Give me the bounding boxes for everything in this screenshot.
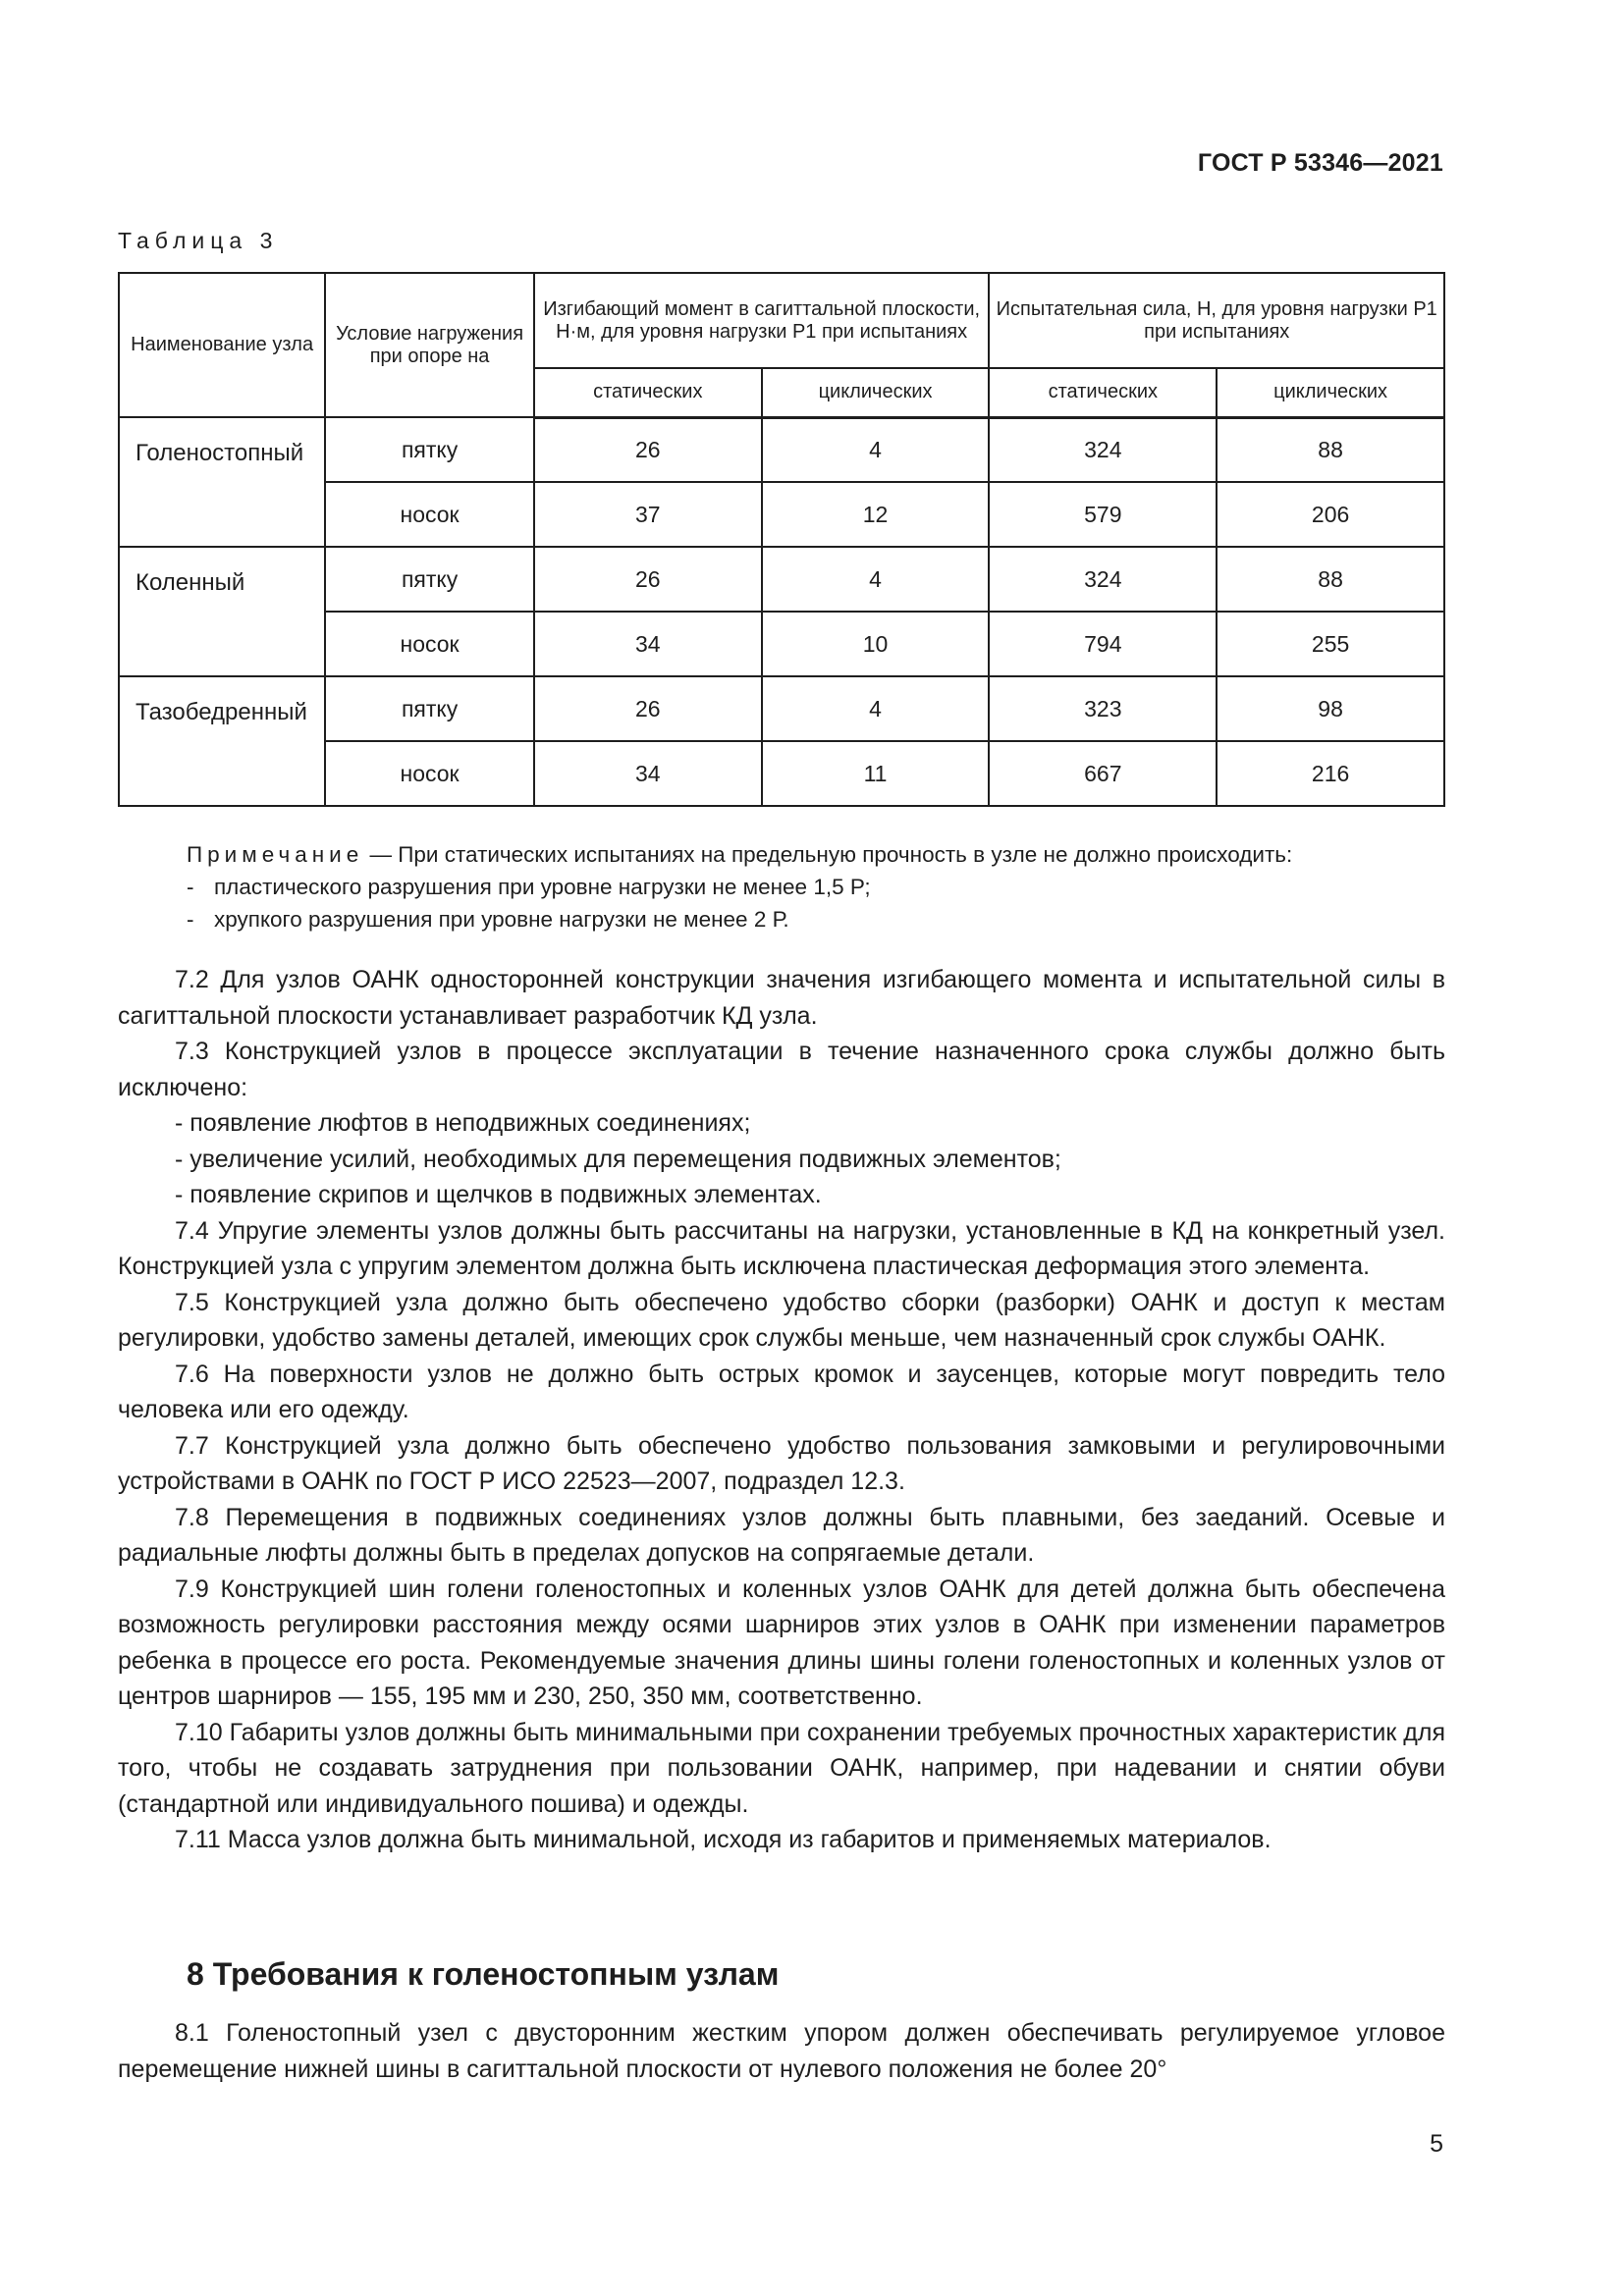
paragraph-8-1: 8.1 Голеностопный узел с двусторонним жестким упором должен обеспечивать регулируемое угловое перемещение нижней шины в сагиттальной плоскости от нулевого положения не более 20° xyxy=(118,2019,1445,2083)
note-item xyxy=(187,871,1292,903)
document-code: ГОСТ Р 53346—2021 xyxy=(1197,149,1443,177)
paragraph-7-11: 7.11 Масса узлов должна быть минимальной, исходя из габаритов и применяемых материалов. xyxy=(175,1826,1272,1853)
header-node-name: Наименование узла xyxy=(119,273,325,417)
paragraph-7-3: 7.3 Конструкцией узлов в процессе эксплуатации в течение назначенного срока службы должно быть исключено: xyxy=(118,1038,1445,1101)
condition-cell: носок xyxy=(325,482,534,547)
force-cyclic-cell: 216 xyxy=(1217,741,1444,806)
force-cyclic-cell: 255 xyxy=(1217,612,1444,676)
moment-cyclic-cell: 4 xyxy=(762,417,990,482)
condition-cell: носок xyxy=(325,612,534,676)
load-table xyxy=(118,272,1445,807)
list-item: - увеличение усилий, необходимых для перемещения подвижных элементов; xyxy=(175,1145,1061,1173)
force-cyclic-cell: 88 xyxy=(1217,417,1444,482)
note-item-text: хрупкого разрушения при уровне нагрузки не менее 2 Р. xyxy=(214,907,789,932)
table-caption: Таблица 3 xyxy=(118,228,279,253)
force-static-cell: 324 xyxy=(989,547,1217,612)
force-static-cell: 324 xyxy=(989,417,1217,482)
condition-cell: пятку xyxy=(325,676,534,741)
body-text xyxy=(118,962,1445,1858)
note-item-marker: - xyxy=(187,907,194,932)
list-item: - появление люфтов в неподвижных соединениях; xyxy=(175,1109,751,1137)
section-8-text xyxy=(118,2015,1445,2087)
paragraph-7-2: 7.2 Для узлов ОАНК односторонней конструкции значения изгибающего момента и испытательной силы в сагиттальной плоскости устанавливает разработчик КД узла. xyxy=(118,966,1445,1030)
moment-static-cell: 26 xyxy=(534,547,762,612)
table-note xyxy=(187,838,1292,935)
header-bending-moment: Изгибающий момент в сагиттальной плоскости, Н·м, для уровня нагрузки Р1 при испытаниях xyxy=(534,273,990,368)
moment-cyclic-cell: 4 xyxy=(762,676,990,741)
note-label: Примечание xyxy=(187,842,364,867)
moment-static-cell: 26 xyxy=(534,417,762,482)
note-item xyxy=(187,903,1292,935)
force-cyclic-cell: 98 xyxy=(1217,676,1444,741)
header-force-cyclic: циклических xyxy=(1217,368,1444,417)
condition-cell: пятку xyxy=(325,417,534,482)
force-static-cell: 579 xyxy=(989,482,1217,547)
paragraph-7-9: 7.9 Конструкцией шин голени голеностопных и коленных узлов ОАНК для детей должна быть обеспечена возможность регулировки расстояния между осями шарниров этих узлов в ОАНК при изменении параметров ребенка в процессе его роста. Рекомендуемые значения длины шины голени голеностопных и коленных узлов от центров шарниров — 155, 195 мм и 230, 250, 350 мм, соответственно. xyxy=(118,1575,1445,1710)
header-condition: Условие нагружения при опоре на xyxy=(325,273,534,417)
moment-static-cell: 34 xyxy=(534,612,762,676)
force-static-cell: 323 xyxy=(989,676,1217,741)
paragraph-7-8: 7.8 Перемещения в подвижных соединениях узлов должны быть плавными, без заеданий. Осевые и радиальные люфты должны быть в пределах допусков на сопрягаемые детали. xyxy=(118,1503,1445,1567)
section-title: 8 Требования к голеностопным узлам xyxy=(187,1956,780,1992)
node-name-hip: Тазобедренный xyxy=(119,676,325,806)
node-name-ankle: Голеностопный xyxy=(119,417,325,547)
node-name-knee: Коленный xyxy=(119,547,325,676)
header-force-static: статических xyxy=(989,368,1217,417)
moment-static-cell: 34 xyxy=(534,741,762,806)
table-row xyxy=(119,417,1444,482)
paragraph-7-7: 7.7 Конструкцией узла должно быть обеспечено удобство пользования замковыми и регулировочными устройствами в ОАНК по ГОСТ Р ИСО 22523—2007, подраздел 12.3. xyxy=(118,1431,1445,1495)
list-item: - появление скрипов и щелчков в подвижных элементах. xyxy=(175,1181,822,1208)
condition-cell: пятку xyxy=(325,547,534,612)
moment-static-cell: 26 xyxy=(534,676,762,741)
note-text: — При статических испытаниях на предельную прочность в узле не должно происходить: xyxy=(363,842,1293,867)
header-moment-cyclic: циклических xyxy=(762,368,990,417)
header-test-force: Испытательная сила, Н, для уровня нагрузки Р1 при испытаниях xyxy=(989,273,1444,368)
force-cyclic-cell: 88 xyxy=(1217,547,1444,612)
moment-static-cell: 37 xyxy=(534,482,762,547)
note-item-text: пластического разрушения при уровне нагрузки не менее 1,5 Р; xyxy=(214,875,871,899)
force-cyclic-cell: 206 xyxy=(1217,482,1444,547)
paragraph-7-10: 7.10 Габариты узлов должны быть минимальными при сохранении требуемых прочностных характеристик для того, чтобы не создавать затруднения при пользовании ОАНК, например, при надевании и снятии обуви (стандартной или индивидуального пошива) и одежды. xyxy=(118,1718,1445,1818)
header-moment-static: статических xyxy=(534,368,762,417)
paragraph-7-5: 7.5 Конструкцией узла должно быть обеспечено удобство сборки (разборки) ОАНК и доступ к местам регулировки, удобство замены деталей, имеющих срок службы меньше, чем назначенный срок службы ОАНК. xyxy=(118,1288,1445,1352)
moment-cyclic-cell: 12 xyxy=(762,482,990,547)
force-static-cell: 794 xyxy=(989,612,1217,676)
table-row xyxy=(119,676,1444,741)
page-number: 5 xyxy=(1430,2130,1443,2158)
table-row xyxy=(119,547,1444,612)
force-static-cell: 667 xyxy=(989,741,1217,806)
moment-cyclic-cell: 10 xyxy=(762,612,990,676)
moment-cyclic-cell: 4 xyxy=(762,547,990,612)
note-line xyxy=(187,838,1292,871)
moment-cyclic-cell: 11 xyxy=(762,741,990,806)
condition-cell: носок xyxy=(325,741,534,806)
paragraph-7-6: 7.6 На поверхности узлов не должно быть острых кромок и заусенцев, которые могут повредить тело человека или его одежду. xyxy=(118,1360,1445,1423)
note-item-marker: - xyxy=(187,875,194,899)
paragraph-7-4: 7.4 Упругие элементы узлов должны быть рассчитаны на нагрузки, установленные в КД на конкретный узел. Конструкцией узла с упругим элементом должна быть исключена пластическая деформация этого элемента. xyxy=(118,1216,1445,1280)
